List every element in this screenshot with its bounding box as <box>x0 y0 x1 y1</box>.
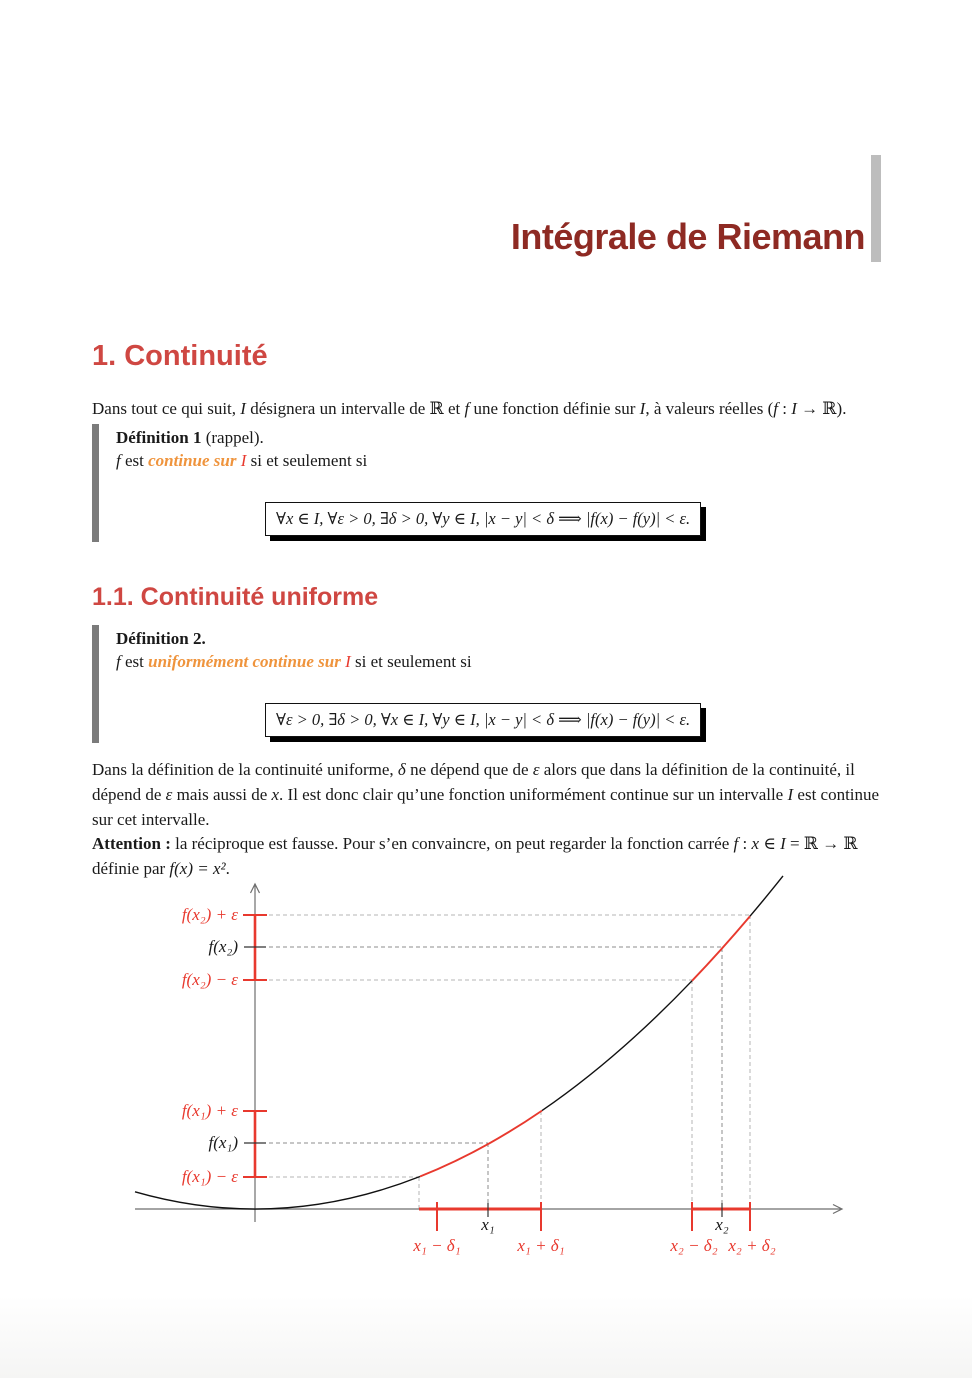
formula-box-uniform-continuity <box>265 703 701 737</box>
title-accent-bar <box>871 155 881 262</box>
y-axis-label-fx1-plus-eps: f(x₁) + ε <box>181 1101 238 1120</box>
x-axis-label-x2-minus-d2: x₂ − δ₂ <box>670 1236 718 1255</box>
definition-1-body: f est continue sur I si et seulement si <box>116 451 368 470</box>
formula-box-continuity <box>265 502 701 536</box>
remark-paragraph: Dans la définition de la continuité uniforme, δ ne dépend que de ε alors que dans la définition de la continuité, il dépend de ε mais aussi de x. Il est donc clair qu’une fonction uniformément continue sur un intervalle I est continue sur cet intervalle. <box>92 760 880 829</box>
function-curve-red-arcs <box>420 916 750 1176</box>
y-axis-label-fx1-minus-eps: f(x₁) − ε <box>181 1167 238 1186</box>
x-axis-label-x2-plus-d2: x₂ + δ₂ <box>728 1236 776 1255</box>
definition-2-title: Définition 2. <box>116 629 206 648</box>
y-axis-label-fx2-plus-eps: f(x₂) + ε <box>181 905 238 924</box>
formula-uniform-continuity: ∀ε > 0, ∃δ > 0, ∀x ∈ I, ∀y ∈ I, |x − y| < δ ⟹ |f(x) − f(y)| < ε. <box>276 710 691 729</box>
intro-paragraph: Dans tout ce qui suit, I désignera un intervalle de ℝ et f une fonction définie sur I, à valeurs réelles (f : I → ℝ). <box>92 399 847 418</box>
formula-continuity: ∀x ∈ I, ∀ε > 0, ∃δ > 0, ∀y ∈ I, |x − y| < δ ⟹ |f(x) − f(y)| < ε. <box>276 509 691 528</box>
definition-2-block <box>92 625 816 743</box>
definition-1-block <box>92 424 816 542</box>
definition-1-title: Définition 1 (rappel). <box>116 428 264 447</box>
document-title: Intégrale de Riemann <box>510 216 865 257</box>
uniform-continuity-figure <box>0 875 972 1270</box>
figure-canvas <box>0 875 972 1270</box>
section-heading-continuite-uniforme: 1.1. Continuité uniforme <box>92 583 379 611</box>
x-axis-label-x1-plus-d1: x₁ + δ₁ <box>517 1236 565 1255</box>
vertical-dashed-guides <box>419 915 750 1209</box>
y-axis-label-fx2: f(x₂) <box>208 937 238 956</box>
x-axis-label-x1-minus-d1: x₁ − δ₁ <box>413 1236 461 1255</box>
y-axis-label-fx1: f(x₁) <box>208 1133 238 1152</box>
x-axis-label-x2: x₂ <box>715 1215 729 1234</box>
y-axis-label-fx2-minus-eps: f(x₂) − ε <box>181 970 238 989</box>
definition-2-body: f est uniformément continue sur I si et seulement si <box>116 652 472 671</box>
x-axis-label-x1: x₁ <box>481 1215 495 1234</box>
horizontal-dashed-guides <box>255 915 750 1177</box>
section-heading-continuite: 1. Continuité <box>92 340 268 372</box>
attention-paragraph: Attention : la réciproque est fausse. Pour s’en convaincre, on peut regarder la fonction carrée f : x ∈ I = ℝ → ℝ définie par f(x) = x². <box>92 834 858 878</box>
